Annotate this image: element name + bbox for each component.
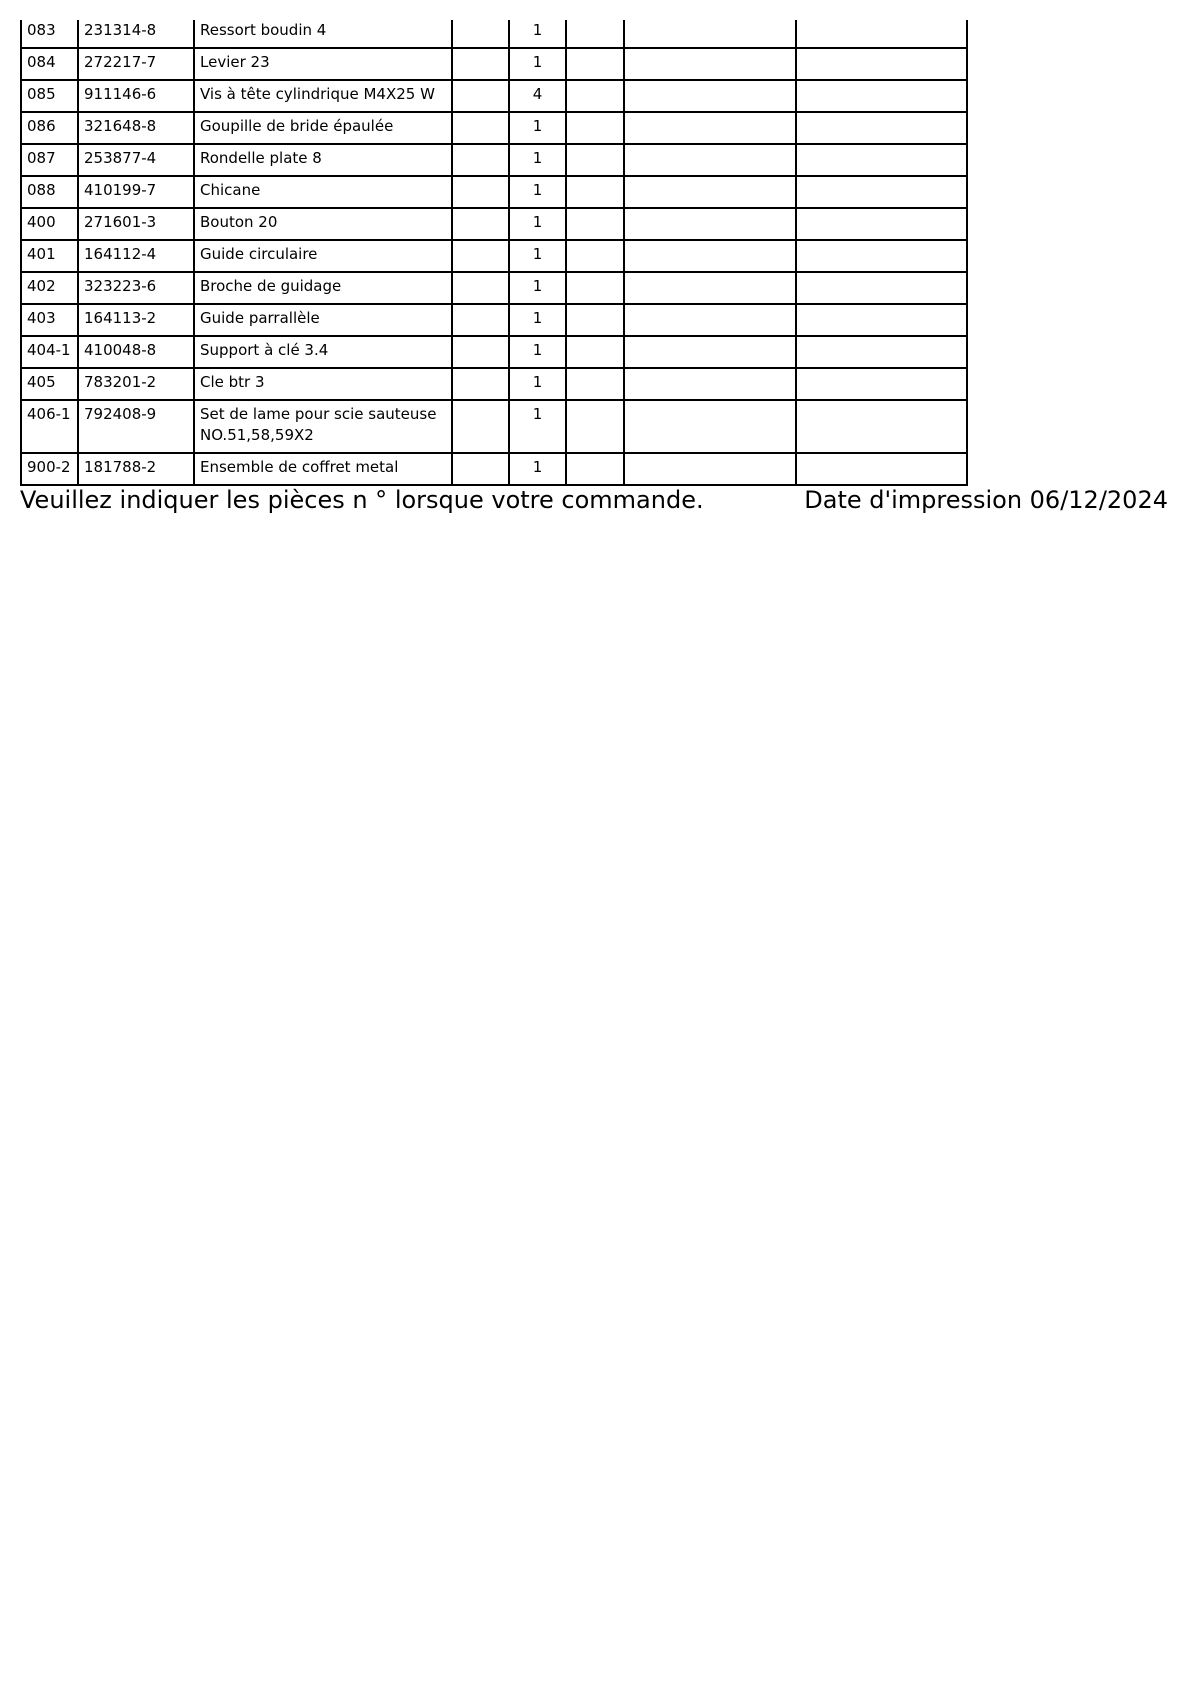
part-reference-cell: 164112-4 [78,240,194,272]
item-number-cell: 403 [21,304,78,336]
description-cell: Ressort boudin 4 [194,20,452,48]
blank-cell [796,453,967,485]
blank-cell [796,112,967,144]
description-cell: Bouton 20 [194,208,452,240]
part-reference-cell: 321648-8 [78,112,194,144]
table-row [21,272,967,304]
blank-cell [452,336,509,368]
blank-cell [796,272,967,304]
blank-cell [452,176,509,208]
quantity-cell: 1 [509,48,566,80]
blank-cell [566,20,624,48]
table-row [21,208,967,240]
quantity-cell: 1 [509,112,566,144]
part-reference-cell: 271601-3 [78,208,194,240]
blank-cell [796,80,967,112]
blank-cell [624,368,796,400]
blank-cell [796,400,967,453]
item-number-cell: 085 [21,80,78,112]
item-number-cell: 086 [21,112,78,144]
part-reference-cell: 410199-7 [78,176,194,208]
part-reference-cell: 272217-7 [78,48,194,80]
description-cell: Goupille de bride épaulée [194,112,452,144]
item-number-cell: 404-1 [21,336,78,368]
item-number-cell: 084 [21,48,78,80]
blank-cell [796,208,967,240]
blank-cell [566,144,624,176]
blank-cell [796,48,967,80]
blank-cell [796,240,967,272]
blank-cell [624,144,796,176]
blank-cell [452,272,509,304]
table-row [21,368,967,400]
table-row [21,80,967,112]
blank-cell [452,400,509,453]
order-instruction-note: Veuillez indiquer les pièces n ° lorsque votre commande. [20,486,704,514]
blank-cell [452,144,509,176]
item-number-cell: 406-1 [21,400,78,453]
description-cell: Broche de guidage [194,272,452,304]
blank-cell [566,368,624,400]
quantity-cell: 1 [509,400,566,453]
blank-cell [624,176,796,208]
table-row [21,144,967,176]
blank-cell [452,304,509,336]
blank-cell [796,336,967,368]
item-number-cell: 405 [21,368,78,400]
part-reference-cell: 323223-6 [78,272,194,304]
blank-cell [796,304,967,336]
part-reference-cell: 181788-2 [78,453,194,485]
part-reference-cell: 410048-8 [78,336,194,368]
description-cell: Vis à tête cylindrique M4X25 W [194,80,452,112]
blank-cell [566,400,624,453]
description-cell: Chicane [194,176,452,208]
description-cell: Cle btr 3 [194,368,452,400]
description-cell: Guide circulaire [194,240,452,272]
blank-cell [566,272,624,304]
blank-cell [796,144,967,176]
quantity-cell: 4 [509,80,566,112]
table-row [21,112,967,144]
blank-cell [624,48,796,80]
blank-cell [452,208,509,240]
table-row [21,336,967,368]
quantity-cell: 1 [509,336,566,368]
part-reference-cell: 783201-2 [78,368,194,400]
blank-cell [624,240,796,272]
quantity-cell: 1 [509,453,566,485]
blank-cell [624,272,796,304]
blank-cell [624,20,796,48]
item-number-cell: 087 [21,144,78,176]
blank-cell [624,208,796,240]
table-row [21,176,967,208]
blank-cell [624,112,796,144]
description-cell: Guide parrallèle [194,304,452,336]
blank-cell [566,304,624,336]
item-number-cell: 401 [21,240,78,272]
blank-cell [624,80,796,112]
table-row [21,400,967,453]
blank-cell [624,336,796,368]
blank-cell [796,20,967,48]
blank-cell [796,368,967,400]
quantity-cell: 1 [509,176,566,208]
description-cell: Ensemble de coffret metal [194,453,452,485]
blank-cell [566,453,624,485]
blank-cell [452,112,509,144]
blank-cell [566,112,624,144]
item-number-cell: 400 [21,208,78,240]
item-number-cell: 083 [21,20,78,48]
quantity-cell: 1 [509,240,566,272]
blank-cell [452,368,509,400]
item-number-cell: 402 [21,272,78,304]
table-row [21,20,967,48]
quantity-cell: 1 [509,304,566,336]
blank-cell [566,176,624,208]
quantity-cell: 1 [509,144,566,176]
table-row [21,453,967,485]
table-row [21,240,967,272]
blank-cell [452,48,509,80]
table-row [21,48,967,80]
description-cell: Set de lame pour scie sauteuse NO.51,58,59X2 [194,400,452,453]
part-reference-cell: 911146-6 [78,80,194,112]
blank-cell [452,453,509,485]
part-reference-cell: 253877-4 [78,144,194,176]
blank-cell [452,240,509,272]
description-cell: Levier 23 [194,48,452,80]
item-number-cell: 088 [21,176,78,208]
part-reference-cell: 231314-8 [78,20,194,48]
blank-cell [624,453,796,485]
blank-cell [566,48,624,80]
blank-cell [566,240,624,272]
table-row [21,304,967,336]
blank-cell [566,80,624,112]
item-number-cell: 900-2 [21,453,78,485]
quantity-cell: 1 [509,208,566,240]
blank-cell [624,304,796,336]
quantity-cell: 1 [509,20,566,48]
blank-cell [566,336,624,368]
quantity-cell: 1 [509,272,566,304]
blank-cell [796,176,967,208]
blank-cell [566,208,624,240]
part-reference-cell: 164113-2 [78,304,194,336]
blank-cell [452,80,509,112]
quantity-cell: 1 [509,368,566,400]
parts-table [20,20,968,486]
blank-cell [452,20,509,48]
description-cell: Support à clé 3.4 [194,336,452,368]
print-date: Date d'impression 06/12/2024 [804,486,1168,514]
part-reference-cell: 792408-9 [78,400,194,453]
blank-cell [624,400,796,453]
description-cell: Rondelle plate 8 [194,144,452,176]
